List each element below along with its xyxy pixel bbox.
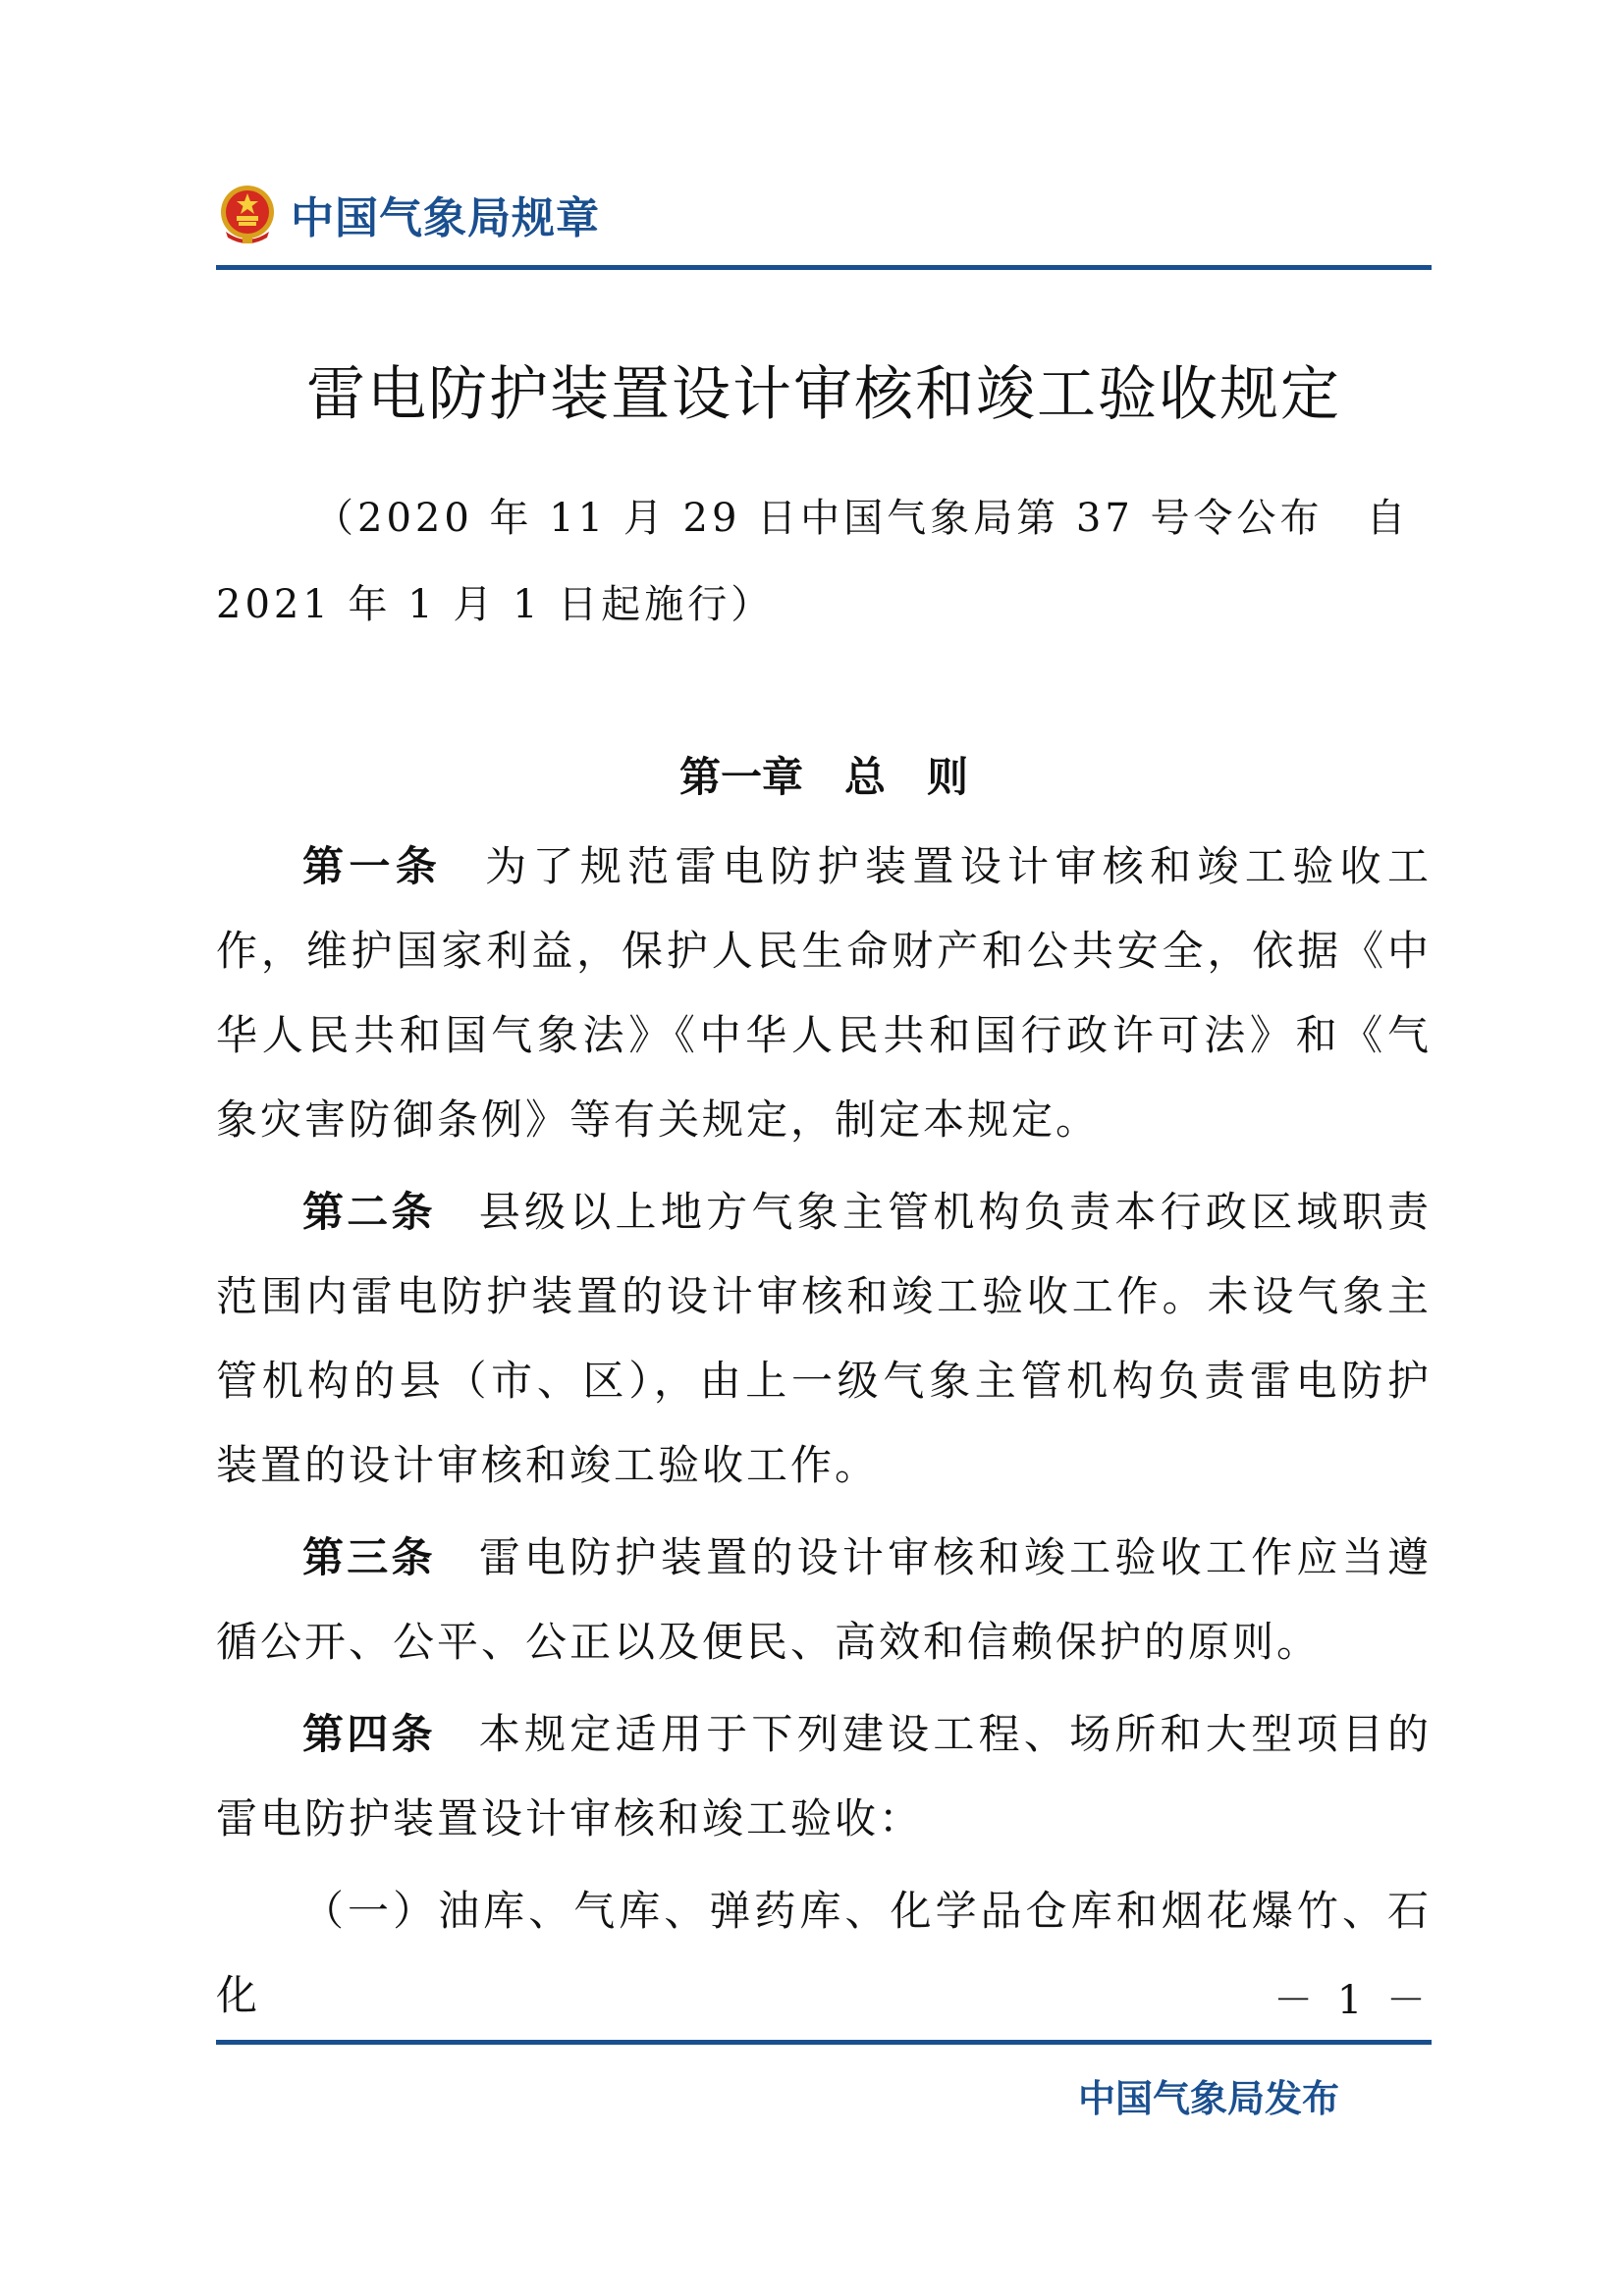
article-text: 本规定适用于下列建设工程、场所和大型项目的雷电防护装置设计审核和竣工验收： bbox=[216, 1710, 1432, 1842]
article-paragraph bbox=[216, 825, 1432, 1162]
article-text: 为了规范雷电防护装置设计审核和竣工验收工作，维护国家利益，保护人民生命财产和公共安全，依据《中华人民共和国气象法》《中华人民共和国行政许可法》和《气象灾害防御条例》等有关规定，制定本规定。 bbox=[216, 842, 1432, 1144]
article-label: 第三条 bbox=[302, 1533, 436, 1581]
header-title: 中国气象局规章 bbox=[291, 193, 600, 243]
page-header bbox=[218, 175, 600, 253]
national-emblem-icon bbox=[218, 183, 277, 245]
article-paragraph bbox=[216, 1692, 1432, 1861]
article-paragraph bbox=[216, 1170, 1432, 1508]
document-subtitle: （2020 年 11 月 29 日中国气象局第 37 号令公布 自 2021 年 1 月 1 日起施行） bbox=[216, 496, 1410, 627]
article-text: 县级以上地方气象主管机构负责本行政区域职责范围内雷电防护装置的设计审核和竣工验收工作。未设气象主管机构的县（市、区），由上一级气象主管机构负责雷电防护装置的设计审核和竣工验收工作。 bbox=[216, 1188, 1432, 1489]
page-number: － 1 － bbox=[1273, 1978, 1432, 2023]
header-divider bbox=[216, 265, 1432, 270]
article-label: 第二条 bbox=[302, 1188, 436, 1236]
footer-publisher: 中国气象局发布 bbox=[1077, 2077, 1339, 2120]
article-label: 第一条 bbox=[302, 842, 443, 890]
footer-divider bbox=[216, 2040, 1432, 2045]
document-body bbox=[216, 825, 1432, 2038]
article-text: 雷电防护装置的设计审核和竣工验收工作应当遵循公开、公平、公正以及便民、高效和信赖保护的原则。 bbox=[216, 1533, 1432, 1666]
clause-paragraph: （一）油库、气库、弹药库、化学品仓库和烟花爆竹、石化 bbox=[216, 1887, 1432, 2019]
chapter-heading: 第一章 总 则 bbox=[678, 753, 968, 801]
document-title: 雷电防护装置设计审核和竣工验收规定 bbox=[306, 360, 1341, 429]
article-paragraph bbox=[216, 1516, 1432, 1684]
article-label: 第四条 bbox=[302, 1710, 436, 1758]
